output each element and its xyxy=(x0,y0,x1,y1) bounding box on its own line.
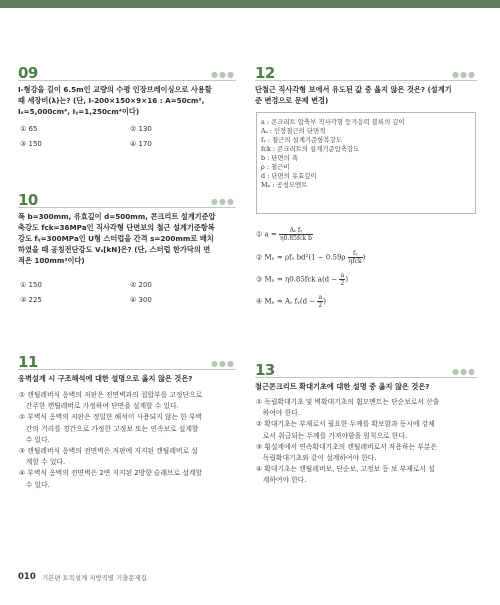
formula-option-3[interactable]: ③ Mₙ = η0.85fck a(d − $\frac{a}{2}$ ) xyxy=(256,272,349,287)
decorative-dots: ●●● xyxy=(211,197,235,206)
statement-list: ① 캔틸레버식 옹벽의 저판은 전면벽과의 접합부를 고정단으로 간주한 캔틸레버로 가정하여 단면을 설계할 수 있다. ② 부벽식 옹벽의 저판은 정밀한 해석이 사용되지 않는 한 부벽 간의 거리를 경간으로 가정한 고정보 또는 연속보로 설계할 수 있다. ③ 캔틸레버식 옹벽의 전면벽은 저판에 지지된 캔틸레버로 설 계할 수 있다. ④ 부벽식 옹벽의 전면벽은 2변 지지된 2방향 슬래브로 설계할 수 있다. xyxy=(19,391,203,489)
option[interactable]: ① 150 xyxy=(20,281,42,289)
formula-option-2[interactable]: ② Mₙ = ρfᵧ bd²(1 − 0.59ρ $\frac{\text{fᵧ}}{\text{ηfck}}$ ) xyxy=(256,250,366,265)
question-text: 단철근 직사각형 보에서 유도된 값 중 옳지 않은 것은? (설계기 준 변경으로 문제 변경) xyxy=(255,85,452,105)
option[interactable]: ③ 150 xyxy=(20,140,42,148)
question-text: 철근콘크리트 확대기초에 대한 설명 중 옳지 않은 것은? xyxy=(255,382,430,391)
decorative-dots: ●●● xyxy=(211,70,235,79)
definitions-list: a : 콘크리트 압축부 직사각형 등가응력 블록의 깊이 Aₛ : 인장철근의 단면적 fᵧ : 철근의 설계기준항복강도 fck : 콘크리트의 설계기준압축강도 b : 단면의 폭 ρ : 철근비 d : 단면의 유효깊이 Mₙ : 공칭모멘트 xyxy=(261,118,405,189)
option[interactable]: ② 200 xyxy=(130,281,152,289)
divider xyxy=(255,80,477,81)
statement-list: ① 독립확대기초 및 벽확대기초의 휨모멘트는 단순보로서 산출 하여야 한다. ② 확대기초는 부재로서 필요한 두께를 확보함과 동시에 강체 로서 취급되는 두께를 가져야함을 원칙으로 한다. ③ 횡설계에서 연속확대기초의 캔틸레버로서 작용하는 부분은 독립확대기초와 같이 설계하여야 한다. ④ 확대기초는 캔틸레버보, 단순보, 고정보 등 보 부재로서 설 계하여야 한다. xyxy=(256,398,440,485)
divider xyxy=(18,207,236,208)
decorative-dots: ●●● xyxy=(452,367,476,376)
divider xyxy=(18,369,236,370)
question-text: 옹벽설계 시 구조해석에 대한 설명으로 옳지 않은 것은? xyxy=(18,374,193,383)
question-number: 11 xyxy=(18,353,38,371)
formula-option-4[interactable]: ④ Mₙ = Aₛ fᵧ(d − $\frac{a}{2}$ ) xyxy=(256,294,326,309)
top-color-bar xyxy=(0,0,500,8)
decorative-dots: ●●● xyxy=(452,70,476,79)
option[interactable]: ② 130 xyxy=(130,125,152,133)
question-number: 13 xyxy=(255,361,275,379)
question-text: 폭 b=300mm, 유효깊이 d=500mm, 콘크리트 설계기준압 축강도 fck=36MPa인 직사각형 단면보의 철근 설계기준항복 강도 fᵧ=300MPa인 U형 스터럽을 간격 s=200mm로 배치 하였을 때 공칭전단강도 Vₛ[kN]은? (단, 스터럽 한가닥의 면 적은 100mm²이다) xyxy=(18,212,216,265)
question-number: 12 xyxy=(255,64,275,82)
decorative-dots: ●●● xyxy=(211,359,235,368)
option[interactable]: ① 65 xyxy=(20,125,38,133)
question-number: 10 xyxy=(18,191,38,209)
option[interactable]: ④ 300 xyxy=(130,296,152,304)
option[interactable]: ③ 225 xyxy=(20,296,42,304)
page-number: 010 xyxy=(18,572,36,582)
divider xyxy=(18,80,236,81)
question-text: I-형강을 길이 6.5m인 교량의 수평 인장브레이싱으로 사용할 때 세장비(λ)는? (단, I-200×150×9×16 : A=50cm², Iₓ=5,000cm⁴, Iᵧ=1,250cm⁴이다) xyxy=(18,85,212,116)
divider xyxy=(255,377,477,378)
option[interactable]: ④ 170 xyxy=(130,140,152,148)
book-title: 기본편 토목설계 지방직별 기출문제집 xyxy=(42,574,147,582)
question-number: 09 xyxy=(18,64,38,82)
formula-option-1[interactable]: ① a = $\frac{\text{Aₛ fᵧ}}{\text{η0.85fck b}}$ xyxy=(256,227,312,242)
